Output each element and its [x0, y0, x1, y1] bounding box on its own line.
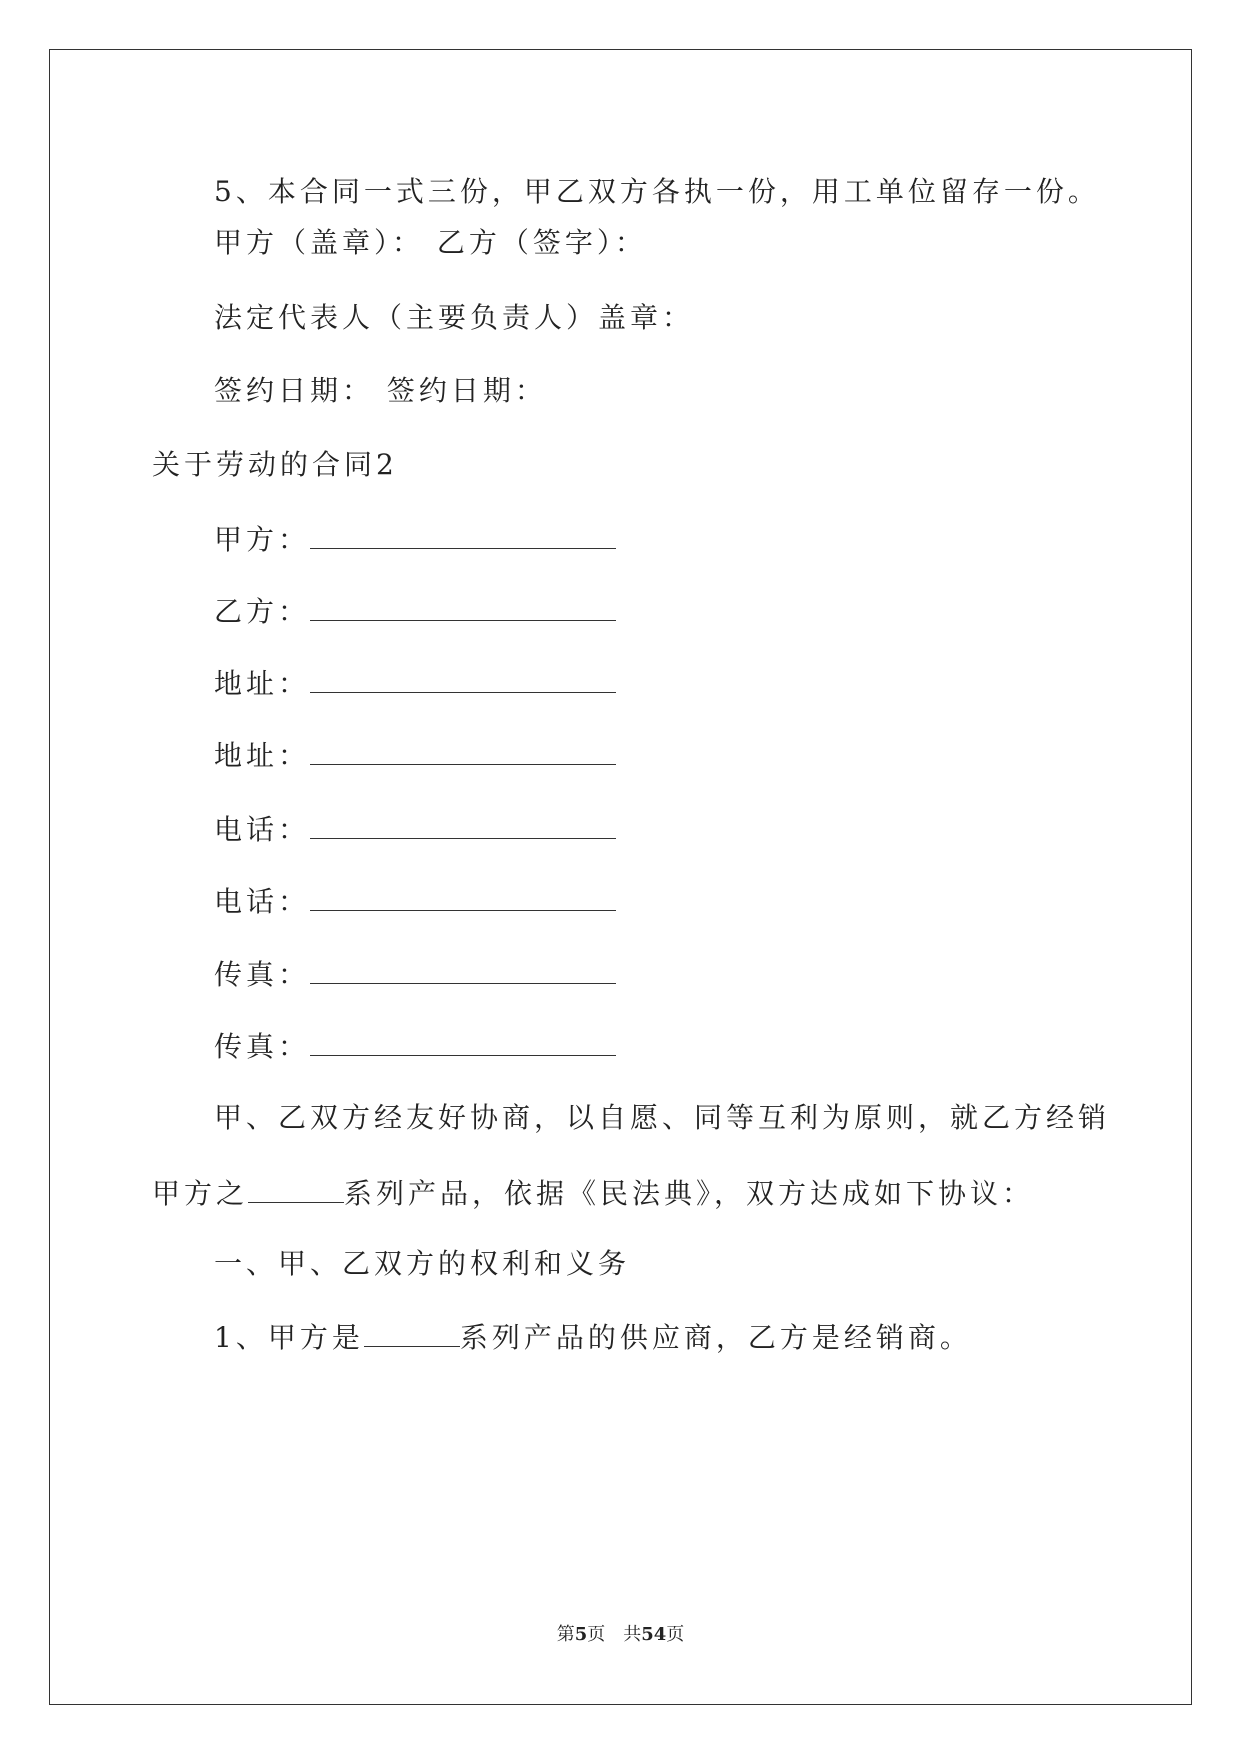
page-border	[49, 49, 1192, 1705]
clause-prefix: 1、甲方是	[214, 1321, 364, 1354]
clause-suffix: 系列产品的供应商，乙方是经销商。	[459, 1321, 972, 1354]
blank-line	[364, 1318, 460, 1347]
contract-heading: 关于劳动的合同2	[152, 448, 398, 481]
field-label: 电话：	[214, 885, 311, 918]
agreement-intro-line1: 甲、乙双方经友好协商，以自愿、同等互利为原则，就乙方经销	[214, 1101, 1111, 1134]
signature-party-labels: 甲方（盖章）： 乙方（签字）：	[214, 226, 647, 259]
page-number: 5	[574, 1624, 588, 1645]
signing-date-labels: 签约日期： 签约日期：	[214, 374, 547, 407]
blank-line	[310, 520, 616, 549]
blank-line	[310, 736, 616, 765]
blank-line	[310, 955, 616, 984]
field-fax-b	[214, 1027, 616, 1065]
intro-suffix: 系列产品，依据《民法典》，双方达成如下协议：	[344, 1177, 1035, 1210]
blank-line	[310, 1027, 616, 1056]
blank-line	[310, 664, 616, 693]
intro-prefix: 甲方之	[152, 1177, 249, 1210]
field-label: 传真：	[214, 1030, 311, 1063]
section-rights-heading: 一、甲、乙双方的权利和义务	[214, 1247, 631, 1280]
field-party-b	[214, 592, 616, 630]
field-label: 甲方：	[214, 523, 311, 556]
legal-representative-label: 法定代表人（主要负责人）盖章：	[214, 301, 695, 334]
clause-5-copies: 5、本合同一式三份，甲乙双方各执一份，用工单位留存一份。	[214, 175, 1100, 208]
total-pages: 54	[641, 1624, 667, 1645]
field-label: 地址：	[214, 739, 311, 772]
blank-line	[310, 592, 616, 621]
footer-post: 页	[666, 1624, 685, 1645]
footer-mid: 页 共	[587, 1624, 642, 1645]
field-label: 乙方：	[214, 595, 311, 628]
clause-1-supplier	[214, 1318, 972, 1356]
field-label: 地址：	[214, 667, 311, 700]
blank-line	[248, 1174, 344, 1203]
field-phone-a	[214, 810, 616, 848]
field-party-a	[214, 520, 616, 558]
field-fax-a	[214, 955, 616, 993]
page-footer	[0, 1623, 1241, 1647]
agreement-intro-line2	[152, 1174, 1034, 1212]
blank-line	[310, 810, 616, 839]
field-label: 电话：	[214, 813, 311, 846]
field-address-b	[214, 736, 616, 774]
footer-pre: 第	[556, 1624, 575, 1645]
field-label: 传真：	[214, 958, 311, 991]
blank-line	[310, 882, 616, 911]
field-address-a	[214, 664, 616, 702]
field-phone-b	[214, 882, 616, 920]
